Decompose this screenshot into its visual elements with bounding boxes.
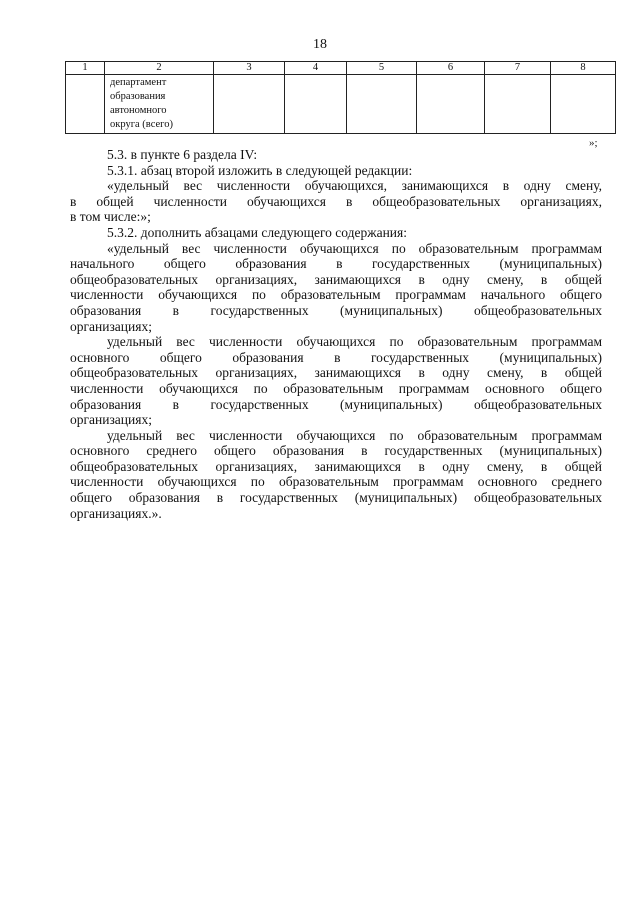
text-line: 5.3. в пункте 6 раздела IV: <box>107 147 258 162</box>
table-closing-mark: »; <box>589 137 598 149</box>
table-header-cell: 8 <box>551 62 616 75</box>
text-line: численности обучающихся по образовательным программам основного общего <box>70 380 602 396</box>
text-line: организациях; <box>70 318 152 334</box>
table-row <box>66 75 616 134</box>
text-line: удельный вес численности обучающихся по образовательным программам <box>107 334 602 350</box>
page-number: 18 <box>313 37 327 52</box>
text-line: «удельный вес численности обучающихся, занимающихся в одну смену, <box>107 178 602 194</box>
paragraph-5-3-2 <box>70 225 602 241</box>
paragraph-primary-education <box>70 241 602 335</box>
department-line: образования <box>110 91 166 102</box>
paragraph-quote-1 <box>70 178 602 225</box>
table-cell <box>214 75 285 134</box>
data-table <box>65 61 616 134</box>
text-line: начального общего образования в государственных (муниципальных) <box>70 256 602 272</box>
table-cell <box>285 75 347 134</box>
text-line: в общей численности обучающихся в общеобразовательных организациях, <box>70 193 602 209</box>
text-line: основного среднего общего образования в государственных (муниципальных) <box>70 443 602 459</box>
department-line: департамент <box>110 77 167 88</box>
document-body <box>70 147 602 521</box>
department-line: округа (всего) <box>110 119 173 130</box>
text-line: основного общего образования в государственных (муниципальных) <box>70 349 602 365</box>
text-line: 5.3.2. дополнить абзацами следующего содержания: <box>107 224 407 240</box>
text-line: общего образования в государственных (муниципальных) общеобразовательных <box>70 490 602 506</box>
table-cell <box>417 75 485 134</box>
text-line: образования в государственных (муниципальных) общеобразовательных <box>70 302 602 318</box>
table-cell <box>551 75 616 134</box>
text-line: организациях.». <box>70 505 162 521</box>
text-line: в том числе:»; <box>70 209 151 225</box>
text-line: общеобразовательных организациях, занимающихся в одну смену, в общей <box>70 365 602 381</box>
table-cell <box>485 75 551 134</box>
text-line: образования в государственных (муниципальных) общеобразовательных <box>70 396 602 412</box>
text-line: удельный вес численности обучающихся по образовательным программам <box>107 427 602 443</box>
text-line: организациях; <box>70 412 152 428</box>
paragraph-5-3-1 <box>70 163 602 179</box>
table-header-row <box>66 62 616 75</box>
table-header-cell: 3 <box>214 62 285 75</box>
text-line: 5.3.1. абзац второй изложить в следующей редакции: <box>107 162 413 178</box>
table-cell <box>347 75 417 134</box>
table-header-cell: 5 <box>347 62 417 75</box>
table-header-cell: 6 <box>417 62 485 75</box>
department-line: автономного <box>110 105 167 116</box>
paragraph-5-3 <box>70 147 602 163</box>
table-header-cell: 1 <box>66 62 105 75</box>
table-header-cell: 2 <box>105 62 214 75</box>
text-line: численности обучающихся по образовательным программам начального общего <box>70 287 602 303</box>
table-header-cell: 7 <box>485 62 551 75</box>
text-line: общеобразовательных организациях, занимающихся в одну смену, в общей <box>70 458 602 474</box>
text-line: численности обучающихся по образовательным программам основного среднего <box>70 474 602 490</box>
table-cell-department <box>105 75 214 134</box>
text-line: общеобразовательных организациях, занимающихся в одну смену, в общей <box>70 271 602 287</box>
table-cell <box>66 75 105 134</box>
paragraph-secondary-education <box>70 428 602 522</box>
text-line: «удельный вес численности обучающихся по образовательным программам <box>107 240 602 256</box>
paragraph-basic-education <box>70 334 602 428</box>
table-header-cell: 4 <box>285 62 347 75</box>
